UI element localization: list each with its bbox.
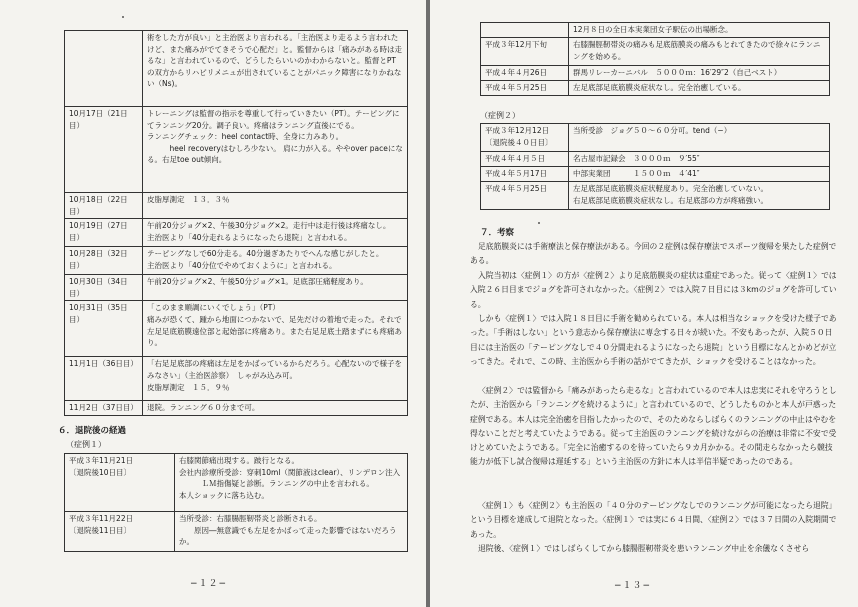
row-text: 右膝関節痛出現する。跛行となる。 会社内診療所受診：穿刺10ml（関節液はclear）、リンデロン注入 ＬＭ指傷疑と診断。ランニングの中止を言われる。 本人ショックに落ち込む。 — [175, 454, 408, 512]
row-date: 11月2日（37日目） — [65, 401, 143, 416]
table-row — [481, 66, 830, 81]
section-6-heading: ６．退院後の経過 — [58, 426, 127, 436]
row-date: 平成４年４月26日 — [481, 66, 569, 81]
discussion-paragraph: 入院当初は〈症例１〉の方が〈症例２〉より足底筋膜炎の症状は重症であった。従って〈症例１〉では入院２６日目までジョグを許可されなかった。〈症例２〉では入院７日目には３kmのジョグを許可している。 — [470, 271, 837, 309]
row-date: 10月31日（35日目） — [65, 301, 143, 357]
row-date: 11月1日（36日目） — [65, 357, 143, 401]
table-row — [65, 454, 408, 512]
table-row — [65, 247, 408, 275]
row-text: トレーニングは監督の指示を尊重して行っていきたい（PT）。テーピングにてランニング20分。調子良い。疼痛はランニング直後にでる。 ランニングチェック：heel contact時、全身に力みあり。 heel recoveryはむしろ少ない。 肩に力が入る。ややover paceになる。右足toe out傾向。 — [143, 107, 408, 193]
discussion-paragraph: 足底筋膜炎には手術療法と保存療法がある。今回の２症例は保存療法でスポーツ復帰を果たした症例である。 — [470, 242, 837, 266]
table-row — [481, 167, 830, 182]
row-date: 10月17日（21日目） — [65, 107, 143, 193]
discussion-paragraph: しかも〈症例１〉では入院１８日目に手術を勧められている。本人は相当なショックを受けた様子であった。「手術はしない」という意志から保存療法に専念する日々が続いた。不安もあったが、入院５０日目には主治医の「テーピングなしで４０分間走れるようになったら退院」という目標になんとかめどが立ってきた。それで、この時、主治医から手術の話がでてきたが、ショックを受けることはなかった。 — [470, 314, 837, 366]
row-text: 午前20分ジョグ×2、午後30分ジョグ×2。走行中は走行後は疼痛なし。 主治医より「40分走れるようになったら退院」と言われる。 — [143, 219, 408, 247]
discussion-paragraph: 〈症例１〉も〈症例２〉も主治医の「４０分のテーピングなしでのランニングが可能になったら退院」という目標を達成して退院となった。〈症例１〉では実に６４日間、〈症例２〉では３７日間の入院期間であった。 — [470, 501, 837, 539]
table-row — [65, 275, 408, 301]
speck — [122, 16, 124, 18]
table-row — [65, 219, 408, 247]
post-discharge-table-2 — [480, 123, 830, 210]
row-text: 12月８日の全日本実業団女子駅伝の出場断念。 — [569, 23, 830, 38]
row-date: 平成３年11月22日 〔退院後11日目〕 — [65, 512, 175, 552]
row-date: 平成４年４月５日 — [481, 152, 569, 167]
row-text: 当所受診：右膝腸脛靭帯炎と診断される。 原因―無意識でも左足をかばって走った影響ではないだろうか。 — [175, 512, 408, 552]
table-row — [481, 152, 830, 167]
row-date: 平成４年５月25日 — [481, 81, 569, 96]
row-text: 中部実業団 １５００ｍ ４′41″ — [569, 167, 830, 182]
case-2-label: （症例２） — [480, 111, 520, 120]
row-date: 平成３年12月下旬 — [481, 38, 569, 66]
row-text: 当所受診 ジョグ５０〜６０分可。tend（−） — [569, 124, 830, 152]
left-page — [0, 0, 426, 607]
table-row — [481, 38, 830, 66]
row-date: 10月18日（22日目） — [65, 193, 143, 219]
post-discharge-table-1 — [64, 453, 408, 552]
table-row — [65, 31, 408, 107]
row-date: 10月28日（32日目） — [65, 247, 143, 275]
row-text: 名古屋市記録会 ３０００ｍ ９′55″ — [569, 152, 830, 167]
table-row — [481, 81, 830, 96]
row-text: 「このまま順調にいくでしょう」（PT） 痛みが恐くて、踵から地面につかないで、足先だけの着地で走った。それで左足足底筋膜遠位部と起始部に疼痛あり。また右足足底土踏まずにも疼痛あり。 — [143, 301, 408, 357]
discussion-paragraph: 〈症例２〉では監督から「痛みがあったら走るな」と言われているので本人は忠実にそれを守ろうとしたが、主治医から「ランニングを続けるように」と言われているので、どうしたものかと本人が戸惑った症例である。本人は完全治癒を目指したかったので、そのためならしばらくのランニングの中止はやむを得ないことだと考えていたようである。従って主治医のランニングを続けながらの治療は非常に不安で受けとめていたようである。「完全に治癒するのを待っていたら９カ月かかる。その間走らなかったら競技能力が低下し試合復帰は遅延する」という主治医の方針に本人は半信半疑であったのである。 — [470, 386, 837, 467]
table-row — [481, 124, 830, 152]
row-date — [65, 31, 143, 107]
row-date: 平成３年12月12日 〔退院後４０日目〕 — [481, 124, 569, 152]
table-row — [65, 512, 408, 552]
table-row — [481, 182, 830, 210]
table-row — [65, 193, 408, 219]
right-page — [430, 0, 858, 607]
row-date: 平成４年５月17日 — [481, 167, 569, 182]
table-row — [65, 401, 408, 416]
table-row — [481, 23, 830, 38]
row-text: 群馬リレーカーニバル ５０００ｍ：16′29″2（自己ベスト） — [569, 66, 830, 81]
table-row — [65, 107, 408, 193]
row-text: 「右足足底部の疼痛は左足をかばっているからだろう。心配ないので様子をみなさい」（主治医診察） しゃがみ込み可。 皮脂厚測定 １５．９％ — [143, 357, 408, 401]
row-date — [481, 23, 569, 38]
post-discharge-table-1-continued — [480, 22, 830, 96]
row-date: 平成４年５月25日 — [481, 182, 569, 210]
row-date: 10月19日（27日目） — [65, 219, 143, 247]
discussion-paragraph: 退院後、〈症例１〉ではしばらくしてから膝腸脛靭帯炎を患いランニング中止を余儀なくさせら — [478, 544, 810, 553]
row-text: テーピングなしで60分走る。40分過ぎあたりでへんな感じがしたと。 主治医より「40分位でやめておくように」と言われる。 — [143, 247, 408, 275]
section-7-heading: ７．考察 — [480, 228, 515, 238]
speck — [538, 222, 540, 224]
row-text: 退院。ランニング６０分まで可。 — [143, 401, 408, 416]
row-text: 午前20分ジョグ×2、午後50分ジョグ×1。足底部圧痛軽度あり。 — [143, 275, 408, 301]
progress-table-1 — [64, 30, 408, 416]
row-text: 左足底部足底筋膜炎症状軽度あり。完全治癒していない。 右足底部足底筋膜炎症状なし。右足底部の方が疼痛強い。 — [569, 182, 830, 210]
row-date: 平成３年11月21日 〔退院後10日目〕 — [65, 454, 175, 512]
row-text: 右膝腸脛靭帯炎の痛みも足底筋膜炎の痛みもとれてきたので徐々にランニングを始める。 — [569, 38, 830, 66]
table-row — [65, 357, 408, 401]
row-date: 10月30日（34日目） — [65, 275, 143, 301]
case-1-label: （症例１） — [66, 440, 106, 449]
page-number: −１２− — [190, 579, 228, 589]
row-text: 皮脂厚測定 １３．３％ — [143, 193, 408, 219]
table-row — [65, 301, 408, 357]
row-text: 左足底部足底筋膜炎症状なし。完全治癒している。 — [569, 81, 830, 96]
page-number: −１３− — [614, 581, 652, 591]
row-text: 術をした方が良い」と主治医より言われる。「主治医より走るよう言われたけど、また痛みがでてきそうで心配だ」と。監督からは「痛みがある時は走るな」と言われているので、どうしたらいいのかわからないと。監督とPTの双方からリハビリメニュが出されていることがパニック障害になりかねない（Ns)。 — [143, 31, 408, 107]
